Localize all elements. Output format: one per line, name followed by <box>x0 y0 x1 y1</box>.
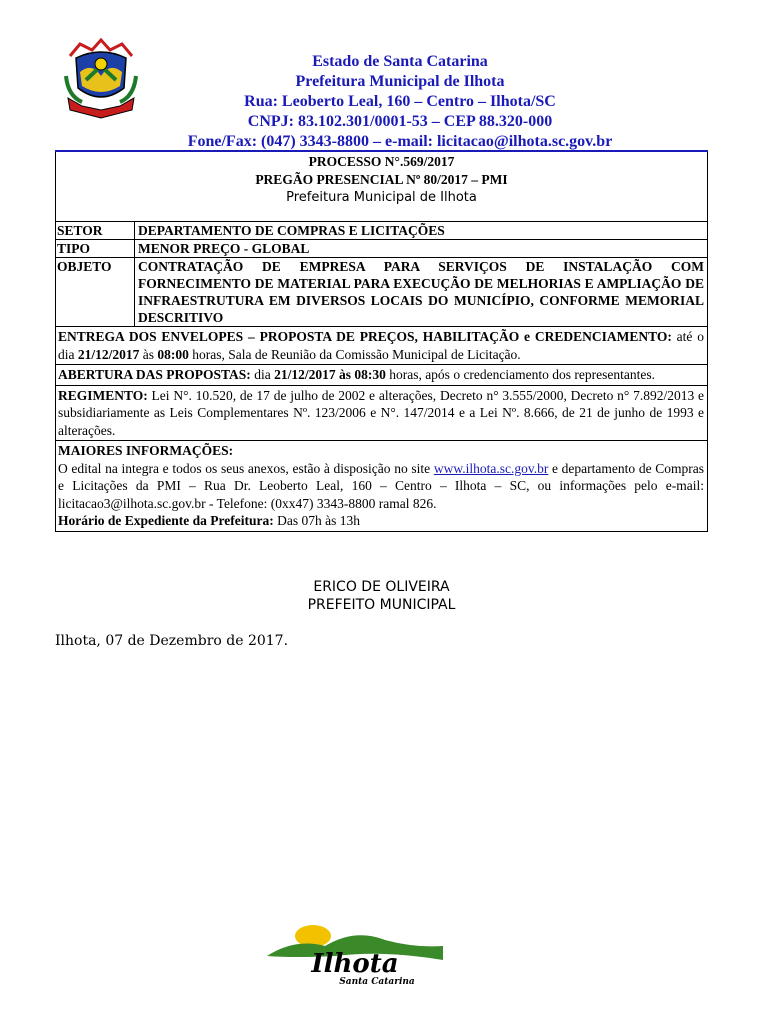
notice-table <box>55 152 708 532</box>
logo-tagline: Santa Catarina <box>339 977 415 987</box>
letterhead-state: Estado de Santa Catarina <box>312 53 488 70</box>
institution-name: Prefeitura Municipal de Ilhota <box>286 190 477 205</box>
field-label: OBJETO <box>57 259 112 274</box>
process-number: PROCESSO N°.569/2017 <box>308 154 455 169</box>
letterhead-prefeitura: Prefeitura Municipal de Ilhota <box>295 73 505 90</box>
letterhead-cnpj: CNPJ: 83.102.301/0001-53 – CEP 88.320-000 <box>247 113 553 130</box>
entrega-label: ENTREGA DOS ENVELOPES – PROPOSTA DE PREÇOS, HABILITAÇÃO e CREDENCIAMENTO: <box>58 329 672 344</box>
logo-wordmark: Ilhota <box>311 949 399 979</box>
regimento-text: Lei N°. 10.520, de 17 de julho de 2002 e alterações, Decreto n° 3.555/2000, Decreto n° 7.892/2013 e subsidiariamente as Leis Complementares Nº. 123/2006 e N°. 147/2014 e a Lei Nº. 8.666, de 21 de junho de 1993 e alterações. <box>58 387 704 438</box>
letterhead <box>130 52 670 152</box>
field-value: MENOR PREÇO - GLOBAL <box>134 240 707 257</box>
website-link[interactable]: www.ilhota.sc.gov.br <box>433 460 549 476</box>
abertura-datetime: 21/12/2017 às 08:30 <box>274 367 386 382</box>
hours-value: Das 07h às 13h <box>273 513 360 528</box>
info-section <box>56 441 707 531</box>
entrega-text-2: às <box>139 346 158 362</box>
municipal-coat-of-arms <box>62 36 140 120</box>
abertura-label: ABERTURA DAS PROPOSTAS: <box>58 367 251 382</box>
pregao-number: PREGÃO PRESENCIAL Nº 80/2017 – PMI <box>255 172 508 187</box>
regimento-section <box>56 386 707 442</box>
letterhead-address: Rua: Leoberto Leal, 160 – Centro – Ilhota/SC <box>244 93 556 110</box>
entrega-text-1: até o dia <box>58 329 704 362</box>
field-row-setor <box>56 222 707 240</box>
entrega-date: 21/12/2017 <box>77 346 140 362</box>
entrega-text-3: horas, Sala de Reunião da Comissão Municipal de Licitação. <box>188 346 521 362</box>
date-line: Ilhota, 07 de Dezembro de 2017. <box>55 633 289 649</box>
field-row-tipo <box>56 240 707 258</box>
field-value: DEPARTAMENTO DE COMPRAS E LICITAÇÕES <box>134 222 707 239</box>
info-label: MAIORES INFORMAÇÕES: <box>58 443 234 458</box>
abertura-text-2: horas, após o credenciamento dos representantes. <box>385 367 655 382</box>
signatory-title: PREFEITO MUNICIPAL <box>307 597 456 613</box>
process-header <box>56 152 707 222</box>
signatory-name: ERICO DE OLIVEIRA <box>313 579 450 595</box>
field-label: SETOR <box>57 223 103 238</box>
signature-block <box>0 578 763 614</box>
abertura-text-1: dia <box>250 367 275 382</box>
field-value: CONTRATAÇÃO DE EMPRESA PARA SERVIÇOS DE INSTALAÇÃO COM FORNECIMENTO DE MATERIAL PARA EXECUÇÃO DE MELHORIAS E AMPLIAÇÃO DE INFRAESTRUTURA EM DIVERSOS LOCAIS DO MUNICÍPIO, CONFORME MEMORIAL DESCRITIVO <box>134 258 707 326</box>
info-text-2: e departamento de Compras e Licitações da PMI – Rua Dr. Leoberto Leal, 160 – Centro – Ilhota – SC, ou informações pelo e-mail: licitacao3@ilhota.sc.gov.br - Telefone: (0xx47) 3343-8800 ramal 826. <box>58 460 704 511</box>
info-text-1: O edital na integra e todos os seus anexos, estão à disposição no site <box>58 460 434 476</box>
field-row-objeto <box>56 258 707 327</box>
entrega-section <box>56 327 707 365</box>
regimento-label: REGIMENTO: <box>58 387 148 403</box>
hours-label: Horário de Expediente da Prefeitura: <box>58 513 274 528</box>
letterhead-contact: Fone/Fax: (047) 3343-8800 – e-mail: licitacao@ilhota.sc.gov.br <box>187 133 613 150</box>
entrega-time: 08:00 <box>157 346 189 362</box>
ilhota-logo <box>265 920 445 988</box>
field-label: TIPO <box>57 241 91 256</box>
abertura-section <box>56 365 707 386</box>
